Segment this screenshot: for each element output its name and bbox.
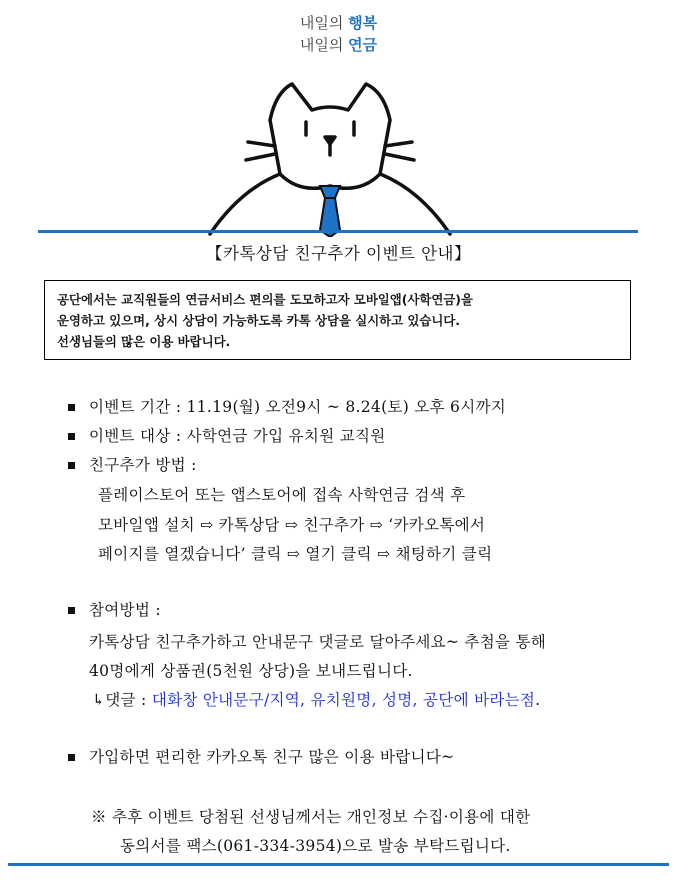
footnote-line-1: ※ 추후 이벤트 당첨된 선생님께서는 개인정보 수집·이용에 대한 — [91, 808, 531, 826]
logo-line-2: 내일의 연금 — [299, 36, 378, 54]
bullet-icon — [68, 607, 75, 614]
method-line-3: 페이지를 열겠습니다’ 클릭 ⇨ 열기 클릭 ⇨ 채팅하기 클릭 — [98, 545, 493, 563]
join-line-1: 카톡상담 친구추가하고 안내문구 댓글로 달아주세요~ 추첨을 통해 — [89, 633, 547, 651]
page-title: 【카톡상담 친구추가 이벤트 안내】 — [206, 244, 471, 263]
closing-text: 가입하면 편리한 카카오톡 친구 많은 이용 바랍니다~ — [89, 748, 455, 766]
logo — [0, 12, 677, 56]
comment-prefix: ↳댓글 : — [92, 691, 152, 709]
bullet-icon — [68, 754, 75, 761]
notice-line-2: 운영하고 있으며, 상시 상담이 가능하도록 카톡 상담을 실시하고 있습니다. — [57, 313, 461, 328]
comment-text: 대화창 안내문구/지역, 유치원명, 성명, 공단에 바라는점 — [151, 691, 536, 709]
bottom-divider — [8, 863, 669, 866]
event-period: 이벤트 기간 : 11.19(월) 오전9시 ~ 8.24(토) 오후 6시까지 — [89, 398, 507, 416]
notice-box — [44, 280, 631, 360]
cat-mascot-illustration — [180, 62, 480, 237]
logo-line-1: 내일의 행복 — [299, 14, 378, 32]
notice-line-1: 공단에서는 교직원들의 연금서비스 편의를 도모하고자 모바일앱(사학연금)을 — [57, 292, 473, 307]
event-target: 이벤트 대상 : 사학연금 가입 유치원 교직원 — [89, 427, 386, 445]
join-line-2: 40명에게 상품권(5천원 상당)을 보내드립니다. — [89, 662, 413, 680]
footnote-line-2: 동의서를 팩스(061-334-3954)으로 발송 부탁드립니다. — [120, 837, 511, 855]
bullet-icon — [68, 404, 75, 411]
method-line-2: 모바일앱 설치 ⇨ 카톡상담 ⇨ 친구추가 ⇨ ‘카카오톡에서 — [98, 516, 486, 534]
method-line-1: 플레이스토어 또는 앱스토어에 접속 사학연금 검색 후 — [98, 486, 466, 504]
join-label: 참여방법 : — [89, 601, 161, 619]
comment-suffix: . — [535, 691, 541, 709]
notice-line-3: 선생님들의 많은 이용 바랍니다. — [57, 334, 231, 349]
bullet-icon — [68, 433, 75, 440]
comment-line — [92, 688, 540, 710]
bullet-icon — [68, 462, 75, 469]
top-divider — [38, 230, 638, 233]
method-label: 친구추가 방법 : — [89, 456, 197, 474]
